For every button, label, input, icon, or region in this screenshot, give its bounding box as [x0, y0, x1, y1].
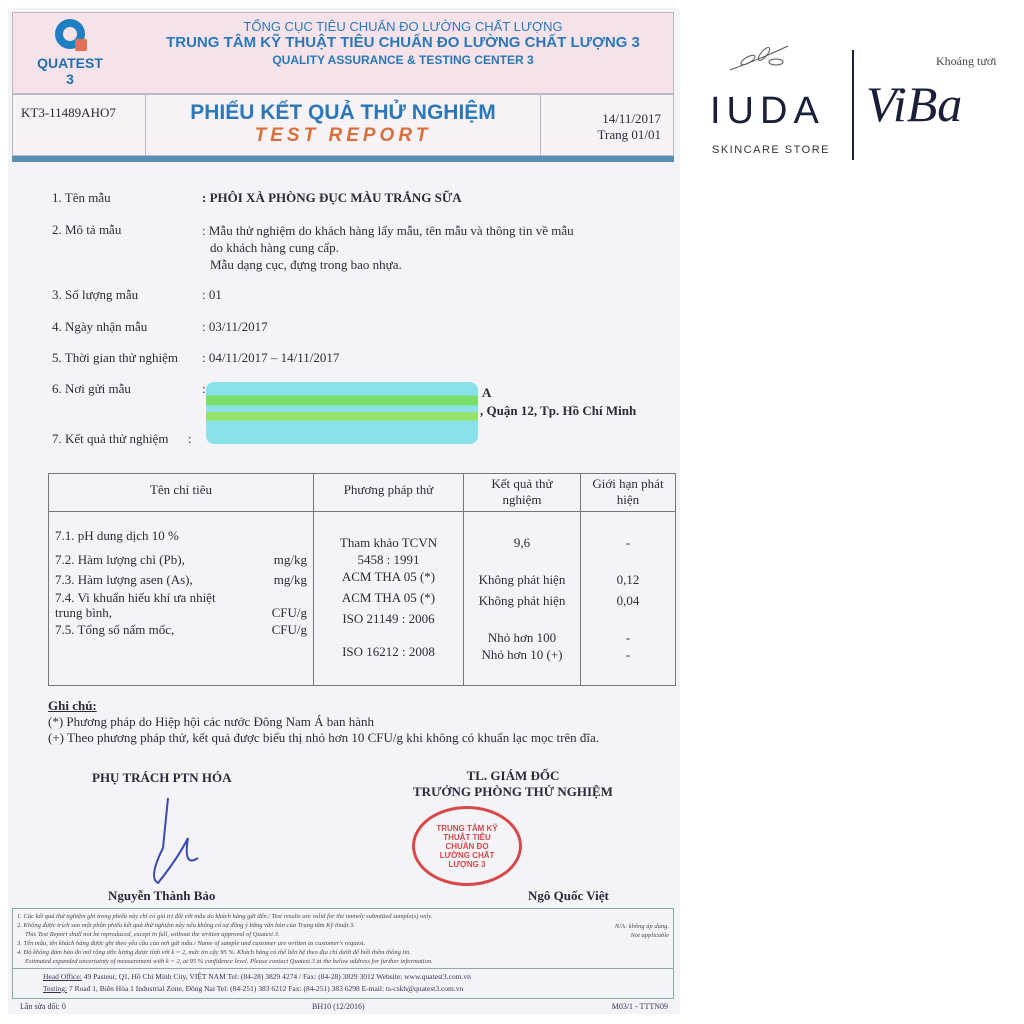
- brand-divider: [852, 50, 854, 160]
- official-stamp: [412, 806, 522, 886]
- leaf-branch-icon: [728, 40, 792, 76]
- testing-label: Testing:: [43, 984, 68, 993]
- limit: -: [625, 535, 631, 550]
- report-header: [12, 12, 674, 94]
- field-label: 4. Ngày nhận mẫu: [52, 319, 148, 334]
- field-label: 6. Nơi gửi mẫu: [52, 381, 131, 396]
- divider: [12, 156, 674, 162]
- right-signatory-title: TL. GIÁM ĐỐC: [466, 768, 560, 783]
- footer-line: 4. Độ không đảm bảo đo mở rộng ước lượng được tính với k = 2, mức tin cậy 95 %. Khách hàng có thể liên hệ theo địa chỉ dưới để biết thêm thông tin.: [17, 949, 412, 956]
- field-label: 7. Kết quả thử nghiệm: [52, 431, 169, 446]
- brand-logo: [700, 36, 1020, 166]
- table-row: [55, 570, 307, 590]
- param-name: 7.1. pH dung dịch 10 %: [55, 528, 179, 543]
- org-line-3: QUALITY ASSURANCE & TESTING CENTER 3: [272, 53, 534, 67]
- doc-code: M03/1 - TTTN09: [611, 1002, 668, 1011]
- sample-name: : PHÔI XÀ PHÒNG ĐỤC MÀU TRẮNG SỮA: [202, 190, 462, 205]
- left-signatory-name: Nguyễn Thành Bảo: [108, 888, 216, 903]
- field-label: 2. Mô tả mẫu: [52, 222, 122, 237]
- field-label: 5. Thời gian thử nghiệm: [52, 350, 178, 365]
- param-name: 7.2. Hàm lượng chì (Pb),: [55, 552, 185, 567]
- sample-description-3: Mẫu dạng cục, đựng trong bao nhựa.: [210, 257, 402, 272]
- param-name: 7.5. Tổng số nấm mốc,: [55, 622, 175, 637]
- sender-address: , Quận 12, Tp. Hồ Chí Minh: [480, 403, 637, 418]
- notes: [48, 698, 599, 746]
- col-header: Giới hạn phát hiện: [581, 474, 676, 512]
- sample-description: : Mẫu thử nghiệm do khách hàng lấy mẫu, tên mẫu và thông tin về mẫu: [202, 223, 574, 238]
- method: ISO 21149 : 2006: [342, 611, 435, 626]
- testing-address: 7 Road 1, Biên Hòa 1 Industrial Zone, Đồng Nai Tel: (84-251) 383 6212 Fax: (84-251) 383 6298 E-mail: ts-cskh@quatest3.com.vn: [68, 984, 464, 993]
- brand-iuda-sub: SKINCARE STORE: [712, 144, 830, 156]
- test-period: : 04/11/2017 – 14/11/2017: [202, 350, 340, 365]
- na-note: N/A: không áp dụng.: [614, 923, 669, 930]
- head-office-label: Head Office:: [43, 972, 82, 981]
- col-header: Phương pháp thử: [314, 474, 464, 512]
- report-code: KT3-11489AHO7: [21, 105, 116, 120]
- results-table: [48, 473, 676, 686]
- note-2: (+) Theo phương pháp thử, kết quả được biểu thị nhỏ hơn 10 CFU/g khi không có khuẩn lạc mọc trên đĩa.: [48, 730, 600, 745]
- method: ACM THA 05 (*): [341, 569, 436, 584]
- right-signatory-title-2: TRƯỞNG PHÒNG THỬ NGHIỆM: [413, 784, 613, 799]
- signature-left: [138, 788, 218, 888]
- colon: :: [188, 431, 192, 446]
- method: ISO 16212 : 2008: [342, 644, 435, 659]
- result: Nhỏ hơn 100: [487, 630, 557, 645]
- col-header: Tên chỉ tiêu: [49, 474, 314, 512]
- limit: -: [625, 630, 631, 645]
- limit: 0,12: [616, 572, 640, 587]
- result: Không phát hiện: [478, 593, 566, 608]
- page-number: Trang 01/01: [597, 127, 661, 142]
- table-row: [55, 620, 307, 640]
- head-office: 49 Pasteur, Q1, Hồ Chí Minh City, VIỆT NAM Tel: (84-28) 3829 4274 / Fax: (84-28) 3829 3012 Website: www.quatest3.com.vn: [83, 972, 471, 981]
- table-row: [55, 590, 307, 620]
- field-label: 1. Tên mẫu: [52, 190, 111, 205]
- report-date: 14/11/2017: [602, 111, 661, 126]
- report-title-vi: PHIẾU KẾT QUẢ THỬ NGHIỆM: [190, 101, 496, 124]
- quatest-logo: [35, 19, 105, 87]
- sample-quantity: : 01: [202, 287, 222, 302]
- left-signatory-title: PHỤ TRÁCH PTN HÓA: [92, 770, 232, 785]
- footer-line: 3. Tên mẫu, tên khách hàng được ghi theo yêu cầu của nơi gửi mẫu./ Name of sample and customer are written as customer's request.: [17, 940, 366, 947]
- param-unit: mg/kg: [273, 572, 307, 587]
- report-title-row: [12, 94, 674, 156]
- stamp-text: TRUNG TÂM KỸ THUẬT TIÊU CHUẨN ĐO LƯỜNG CHẤT LƯỢNG 3: [436, 823, 498, 869]
- param-name: 7.3. Hàm lượng asen (As),: [55, 572, 193, 587]
- limit: 0,04: [616, 593, 640, 608]
- field-label: 3. Số lượng mẫu: [52, 287, 139, 302]
- col-header: Kết quả thử nghiệm: [464, 474, 581, 512]
- right-signatory-name: Ngô Quốc Việt: [528, 888, 609, 903]
- received-date: : 03/11/2017: [202, 319, 268, 334]
- redaction-mark: [206, 382, 478, 444]
- footer-notes: [12, 908, 674, 999]
- org-line-1: TỔNG CỤC TIÊU CHUẨN ĐO LƯỜNG CHẤT LƯỢNG: [243, 19, 563, 34]
- result: Nhỏ hơn 10 (+): [481, 647, 563, 662]
- brand-viba-sub: Khoáng tươi: [936, 54, 997, 68]
- revision: Lần sửa đổi: 0: [20, 1002, 66, 1011]
- footer-line: 1. Các kết quả thử nghiệm ghi trong phiếu này chỉ có giá trị đối với mẫu do khách hàng gửi đến./ Test results are valid for the namely submitted sample(s) only.: [17, 913, 433, 920]
- org-line-2: TRUNG TÂM KỸ THUẬT TIÊU CHUẨN ĐO LƯỜNG CHẤT LƯỢNG 3: [166, 34, 640, 51]
- sample-description-2: do khách hàng cung cấp.: [210, 240, 339, 255]
- footer-line: 2. Không được trích sao một phần phiếu kết quả thử nghiệm này nếu không có sự đồng ý bằng văn bản của Trung tâm Kỹ thuật 3.: [17, 922, 355, 929]
- note-1: (*) Phương pháp do Hiệp hội các nước Đông Nam Á ban hành: [48, 714, 375, 729]
- method: Tham khảo TCVN 5458 : 1991: [339, 535, 438, 567]
- footer-line: Estimated expanded uncertainty of measurement with k = 2, at 95 % confidence level. Please contact Quatest 3 at the below address for further information.: [25, 958, 433, 965]
- colon: :: [202, 381, 206, 396]
- na-note-en: Not applicable: [630, 932, 669, 939]
- sender-tail: A: [482, 385, 492, 400]
- result: Không phát hiện: [478, 572, 566, 587]
- q-logo-icon: [55, 19, 85, 49]
- footer-line: This Test Report shall not be reproduced, except in full, without the written approval of Quatest 3.: [25, 931, 280, 938]
- brand-iuda: IUDA: [710, 90, 825, 132]
- notes-title: Ghi chú:: [48, 698, 97, 713]
- method: ACM THA 05 (*): [341, 590, 436, 605]
- limit: -: [625, 647, 631, 662]
- test-report-document: [8, 8, 680, 1014]
- result: 9,6: [513, 535, 531, 550]
- param-unit: CFU/g: [271, 605, 307, 620]
- table-row: [55, 550, 307, 570]
- logo-text: QUATEST 3: [37, 55, 103, 87]
- table-row: [55, 526, 307, 546]
- param-unit: CFU/g: [271, 622, 307, 637]
- form-code: BH10 (12/2016): [312, 1002, 365, 1011]
- report-title-en: TEST REPORT: [254, 125, 432, 146]
- param-unit: mg/kg: [273, 552, 307, 567]
- brand-viba: ViBa: [866, 76, 963, 132]
- param-name: 7.4. Vi khuẩn hiếu khí ưa nhiệt trung bình,: [55, 590, 216, 620]
